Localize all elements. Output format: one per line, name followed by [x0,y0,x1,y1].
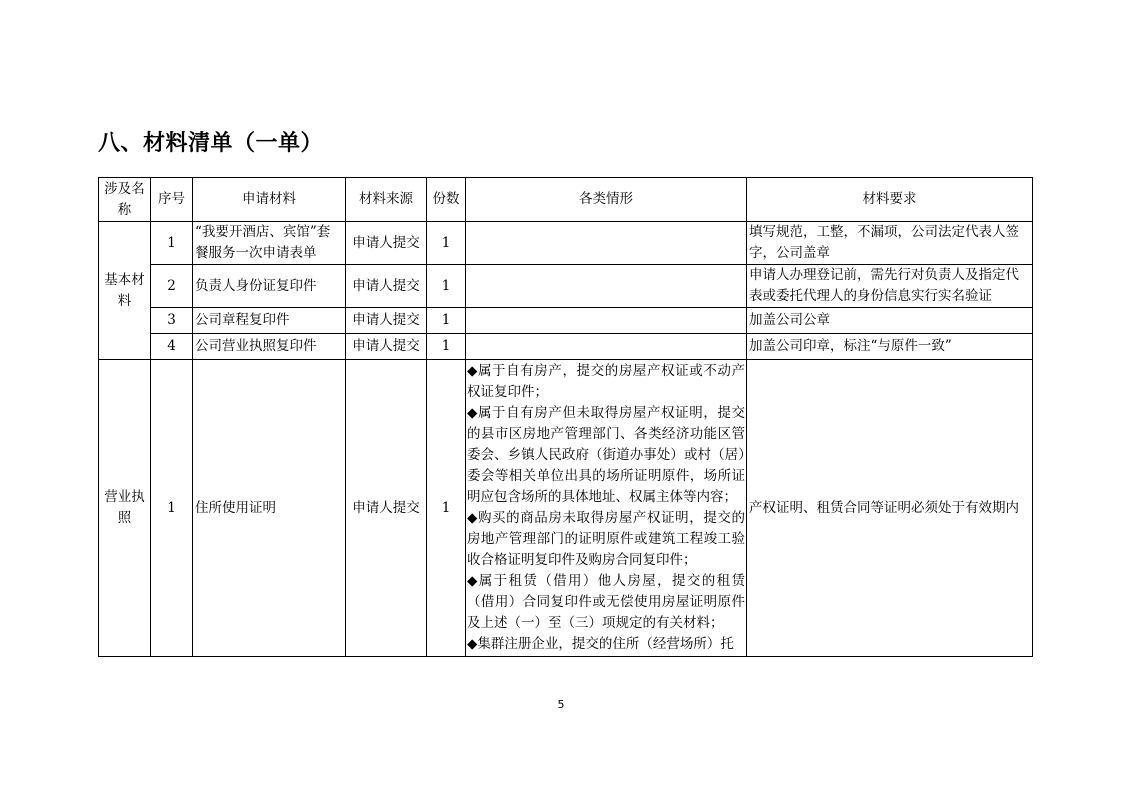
row-source: 申请人提交 [346,334,427,360]
situation-item: ◆购买的商品房未取得房屋产权证明，提交的房地产管理部门的证明原件或建筑工程竣工验收合格证明复印件及购房合同复印件； [467,510,745,568]
row-source: 申请人提交 [346,308,427,334]
row-requirement: 加盖公司公章 [747,308,1033,334]
row-source: 申请人提交 [346,265,427,308]
row-source: 申请人提交 [346,360,427,657]
row-copies: 1 [427,222,466,265]
row-situations [466,265,747,308]
situation-item: ◆属于自有房产但未取得房屋产权证明，提交的县市区房地产管理部门、各类经济功能区管委会、乡镇人民政府（街道办事处）或村（居）委会等相关单位出具的场所证明原件，场所证明应包含场所的具体地址、权属主体等内容； [467,405,745,505]
header-seq: 序号 [151,178,193,222]
row-source: 申请人提交 [346,222,427,265]
row-situations [466,308,747,334]
row-material: 公司章程复印件 [193,308,346,334]
table-row [99,308,1033,334]
page-number: 5 [557,698,565,711]
table-row [99,222,1033,265]
header-requirements: 材料要求 [747,178,1033,222]
row-situations [466,360,747,657]
row-material: 负责人身份证复印件 [193,265,346,308]
row-seq: 1 [151,360,193,657]
situation-item: ◆属于自有房产，提交的房屋产权证或不动产权证复印件； [467,363,745,400]
table-row [99,360,1033,657]
row-copies: 1 [427,334,466,360]
category-basic-materials: 基本材料 [99,222,151,360]
row-material: 公司营业执照复印件 [193,334,346,360]
header-material: 申请材料 [193,178,346,222]
row-requirement: 加盖公司印章，标注“与原件一致” [747,334,1033,360]
header-category: 涉及名称 [99,178,151,222]
row-seq: 4 [151,334,193,360]
row-material: “我要开酒店、宾馆”套餐服务一次申请表单 [193,222,346,265]
row-situations [466,222,747,265]
materials-table [98,177,1033,657]
table-header-row [99,178,1033,222]
header-source: 材料来源 [346,178,427,222]
row-material: 住所使用证明 [193,360,346,657]
situation-item: ◆属于租赁（借用）他人房屋，提交的租赁（借用）合同复印件或无偿使用房屋证明原件及上述（一）至（三）项规定的有关材料； [467,573,745,631]
category-business-license: 营业执照 [99,360,151,657]
header-copies: 份数 [427,178,466,222]
row-requirement: 申请人办理登记前，需先行对负责人及指定代表或委托代理人的身份信息实行实名验证 [747,265,1033,308]
row-copies: 1 [427,308,466,334]
row-copies: 1 [427,360,466,657]
row-seq: 2 [151,265,193,308]
row-copies: 1 [427,265,466,308]
table-row [99,334,1033,360]
table-row [99,265,1033,308]
row-seq: 1 [151,222,193,265]
row-seq: 3 [151,308,193,334]
row-requirement: 产权证明、租赁合同等证明必须处于有效期内 [747,360,1033,657]
header-situations: 各类情形 [466,178,747,222]
row-situations [466,334,747,360]
page-title: 八、材料清单（一单） [98,131,324,156]
situation-item: ◆集群注册企业，提交的住所（经营场所）托 [467,636,734,652]
row-requirement: 填写规范，工整，不漏项，公司法定代表人签字，公司盖章 [747,222,1033,265]
